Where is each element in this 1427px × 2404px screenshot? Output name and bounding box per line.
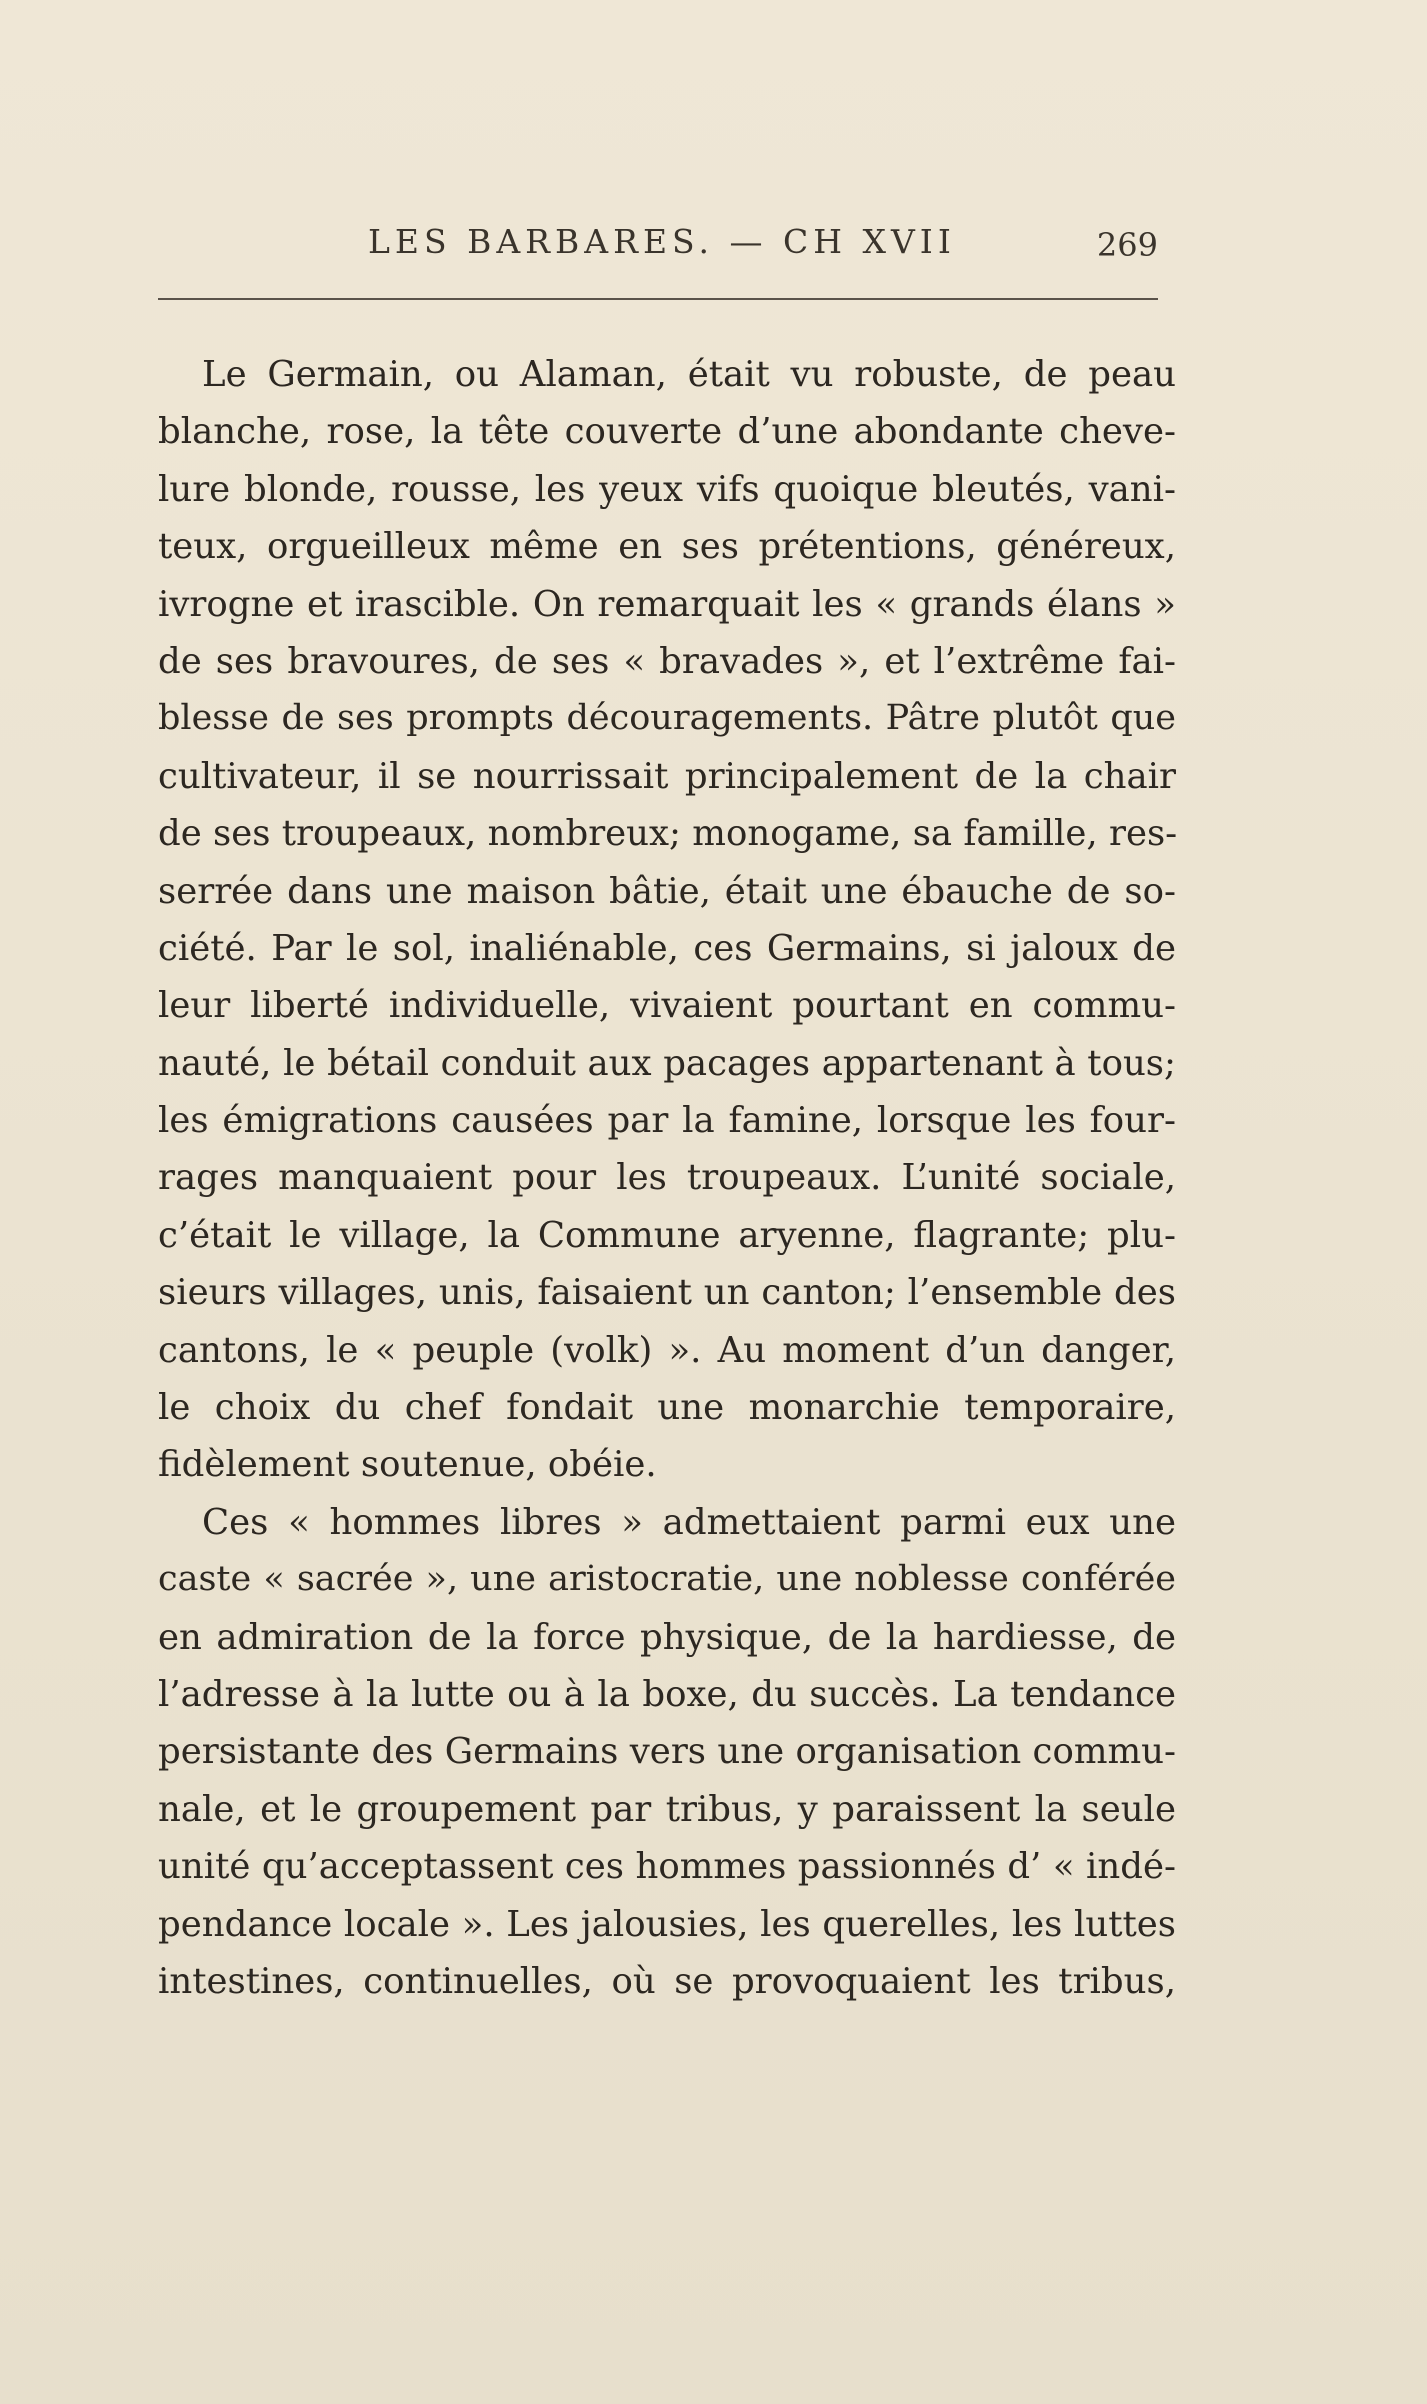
text-line: Le Germain, ou Alaman, était vu robuste, de peau (202, 354, 1176, 395)
page-number: 269 (1096, 226, 1158, 264)
text-line: Ces « hommes libres » admettaient parmi eux une (202, 1501, 1176, 1543)
text-line: les émigrations causées par la famine, lorsque les four- (158, 1100, 1176, 1142)
text-line: le choix du chef fondait une monarchie temporaire, (158, 1387, 1176, 1429)
running-head (158, 222, 1158, 282)
text-line: caste « sacrée », une aristocratie, une noblesse conférée (158, 1559, 1176, 1600)
text-line: leur liberté individuelle, vivaient pourtant en commu- (158, 985, 1176, 1027)
text-line: ivrogne et irascible. On remarquait les « grands élans » (158, 583, 1176, 625)
text-line: cantons, le « peuple (volk) ». Au moment d’un danger, (158, 1329, 1176, 1371)
text-line: l’adresse à la lutte ou à la boxe, du succès. La tendance (158, 1673, 1176, 1715)
text-line: fidèlement soutenue, obéie. (158, 1444, 657, 1486)
text-line: en admiration de la force physique, de la hardiesse, de (158, 1616, 1176, 1658)
text-line: nauté, le bétail conduit aux pacages appartenant à tous; (158, 1042, 1176, 1084)
text-line: persistante des Germains vers une organisation commu- (158, 1731, 1176, 1773)
text-line: de ses troupeaux, nombreux; monogame, sa famille, res- (158, 813, 1178, 855)
body-text (158, 346, 1176, 2010)
text-line: lure blonde, rousse, les yeux vifs quoique bleutés, vani- (158, 468, 1176, 510)
text-line: nale, et le groupement par tribus, y paraissent la seule (158, 1788, 1176, 1830)
text-line: unité qu’acceptassent ces hommes passionnés d’ « indé- (158, 1846, 1176, 1888)
header-rule (158, 298, 1158, 300)
text-line: blesse de ses prompts découragements. Pâtre plutôt que (158, 698, 1176, 739)
text-line: rages manquaient pour les troupeaux. L’unité sociale, (158, 1157, 1176, 1199)
text-line: cultivateur, il se nourrissait principalement de la chair (158, 755, 1176, 797)
text-line: pendance locale ». Les jalousies, les querelles, les luttes (158, 1903, 1176, 1945)
text-line: blanche, rose, la tête couverte d’une abondante cheve- (158, 411, 1176, 453)
text-line: intestines, continuelles, où se provoquaient les tribus, (158, 1960, 1176, 2002)
text-line: c’était le village, la Commune aryenne, flagrante; plu- (158, 1214, 1176, 1256)
text-line: teux, orgueilleux même en ses prétentions, généreux, (158, 526, 1176, 568)
text-line: de ses bravoures, de ses « bravades », et l’extrême fai- (158, 640, 1176, 682)
running-head-title: LES BARBARES. — CH XVII (368, 222, 956, 261)
text-line: sieurs villages, unis, faisaient un canton; l’ensemble des (158, 1272, 1176, 1314)
text-line: serrée dans une maison bâtie, était une ébauche de so- (158, 870, 1176, 912)
text-line: ciété. Par le sol, inaliénable, ces Germains, si jaloux de (158, 927, 1176, 969)
